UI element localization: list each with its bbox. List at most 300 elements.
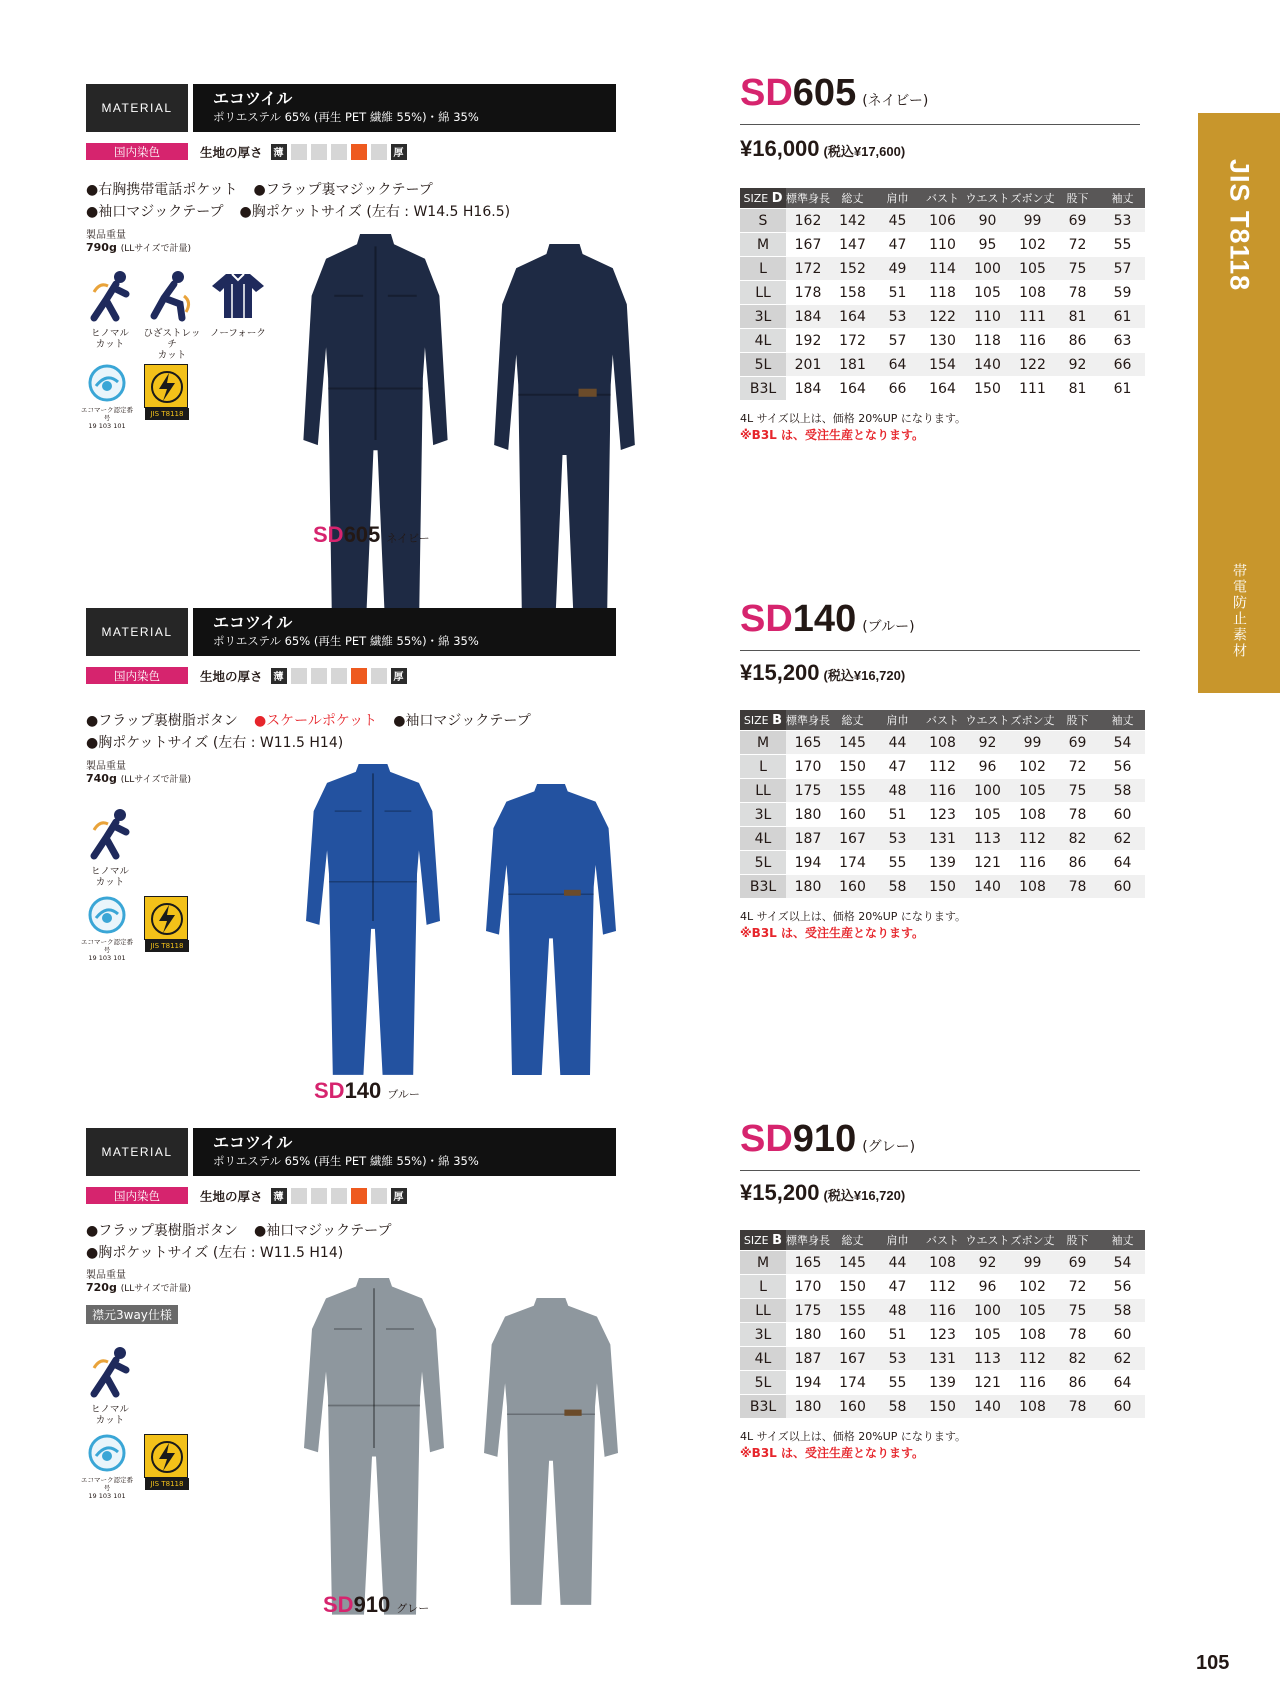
col-header: 総丈 (830, 1230, 875, 1250)
thickness-cell (311, 1188, 327, 1204)
hinomaru-icon (86, 1346, 134, 1398)
table-cell: 160 (830, 874, 875, 898)
table-cell: 56 (1100, 1274, 1145, 1298)
table-cell: 78 (1055, 802, 1100, 826)
order-note: ※B3L は、受注生産となります。 (740, 926, 925, 940)
table-cell: 167 (830, 826, 875, 850)
size-cell: LL (740, 778, 786, 802)
col-header: バスト (920, 710, 965, 730)
material-composition: ポリエステル 65% (再生 PET 繊維 55%)・綿 35% (213, 110, 479, 124)
ecomark-badge (81, 1434, 133, 1500)
table-cell: 57 (1100, 256, 1145, 280)
table-cell: 82 (1055, 1346, 1100, 1370)
table-cell: 108 (1010, 1394, 1055, 1418)
product-weight: 740g (LLサイズで計量) (86, 772, 192, 785)
table-cell: 181 (830, 352, 875, 376)
ecomark-caption: エコマーク認定番号 19 103 101 (81, 1476, 133, 1500)
table-cell: 131 (920, 826, 965, 850)
table-cell: 140 (965, 874, 1010, 898)
table-cell: 112 (920, 754, 965, 778)
table-row (740, 1322, 1145, 1346)
col-header: 標準身長 (786, 1230, 830, 1250)
size-cell: 4L (740, 328, 786, 352)
table-cell: 96 (965, 1274, 1010, 1298)
table-cell: 100 (965, 1298, 1010, 1322)
thickness-cell (291, 668, 307, 684)
table-cell: 92 (1055, 352, 1100, 376)
table-cell: 96 (965, 754, 1010, 778)
table-cell: 102 (1010, 232, 1055, 256)
table-cell: 187 (786, 826, 830, 850)
table-cell: 165 (786, 730, 830, 754)
size-cell: 3L (740, 1322, 786, 1346)
table-cell: 116 (1010, 1370, 1055, 1394)
table-cell: 53 (875, 1346, 920, 1370)
table-cell: 164 (830, 304, 875, 328)
size-cell: L (740, 256, 786, 280)
feature-list (86, 179, 526, 223)
thickness-scale (200, 666, 411, 685)
table-row (740, 874, 1145, 898)
table-cell: 184 (786, 376, 830, 400)
table-cell: 72 (1055, 232, 1100, 256)
thickness-scale (200, 142, 411, 161)
jis-badge (144, 896, 188, 950)
col-header: ウエスト (965, 710, 1010, 730)
material-label: MATERIAL (86, 1128, 188, 1176)
table-row (740, 376, 1145, 400)
col-header: 総丈 (830, 710, 875, 730)
size-header: SIZE B (740, 710, 786, 730)
table-cell: 81 (1055, 304, 1100, 328)
table-cell: 44 (875, 730, 920, 754)
material-composition: ポリエステル 65% (再生 PET 繊維 55%)・綿 35% (213, 1154, 479, 1168)
thin-label: 薄 (271, 668, 287, 684)
table-cell: 172 (830, 328, 875, 352)
material-composition: ポリエステル 65% (再生 PET 繊維 55%)・綿 35% (213, 634, 479, 648)
table-cell: 72 (1055, 1274, 1100, 1298)
thin-label: 薄 (271, 1188, 287, 1204)
table-cell: 131 (920, 1346, 965, 1370)
icon-caption: ヒノマル カット (91, 866, 129, 888)
table-cell: 170 (786, 1274, 830, 1298)
table-cell: 167 (830, 1346, 875, 1370)
domestic-dye-badge: 国内染色 (86, 667, 188, 684)
size-cell: M (740, 1250, 786, 1274)
table-cell: 78 (1055, 874, 1100, 898)
icon-caption: ヒノマル カット (91, 1404, 129, 1426)
table-cell: 51 (875, 280, 920, 304)
table-cell: 112 (1010, 1346, 1055, 1370)
table-cell: 105 (1010, 778, 1055, 802)
table-cell: 48 (875, 1298, 920, 1322)
size-cell: L (740, 754, 786, 778)
table-cell: 99 (1010, 730, 1055, 754)
col-header: ズボン丈 (1010, 1230, 1055, 1250)
table-cell: 116 (1010, 328, 1055, 352)
table-cell: 99 (1010, 208, 1055, 232)
table-cell: 175 (786, 778, 830, 802)
table-cell: 64 (875, 352, 920, 376)
thickness-cell-active (351, 668, 367, 684)
norfolk-icon-group (206, 270, 270, 339)
feature: ●フラップ裏樹脂ボタン (86, 713, 238, 729)
table-cell: 162 (786, 208, 830, 232)
ecomark-badge (81, 364, 133, 430)
product-section-sd140 (0, 598, 1150, 1128)
table-cell: 54 (1100, 1250, 1145, 1274)
material-name: エコツイル (213, 89, 293, 108)
material-name: エコツイル (213, 613, 293, 632)
side-category-tab (1198, 113, 1280, 693)
hinomaru-cut-icon-group (82, 270, 138, 350)
model-rule (740, 1170, 1140, 1171)
table-cell: 81 (1055, 376, 1100, 400)
table-row (740, 1274, 1145, 1298)
feature: ●胸ポケットサイズ (左右 : W14.5 H16.5) (239, 204, 511, 220)
table-cell: 86 (1055, 1370, 1100, 1394)
table-row (740, 802, 1145, 826)
table-row (740, 850, 1145, 874)
size-cell: 4L (740, 826, 786, 850)
table-cell: 114 (920, 256, 965, 280)
table-cell: 160 (830, 802, 875, 826)
table-cell: 48 (875, 778, 920, 802)
size-cell: 5L (740, 352, 786, 376)
size-header: SIZE D (740, 188, 786, 208)
size-cell: LL (740, 280, 786, 304)
size-cell: S (740, 208, 786, 232)
product-weight: 720g (LLサイズで計量) (86, 1281, 192, 1294)
table-cell: 108 (1010, 802, 1055, 826)
thickness-cell (311, 144, 327, 160)
table-cell: 130 (920, 328, 965, 352)
thickness-label: 生地の厚さ (200, 668, 263, 684)
table-cell: 112 (1010, 826, 1055, 850)
table-cell: 47 (875, 754, 920, 778)
table-cell: 122 (920, 304, 965, 328)
jis-badge-text: JIS T8118 (145, 1478, 189, 1490)
model-heading: SD910 (グレー) (740, 1118, 916, 1160)
table-cell: 53 (1100, 208, 1145, 232)
table-cell: 184 (786, 304, 830, 328)
page-number: 105 (1196, 1652, 1230, 1674)
table-cell: 53 (875, 304, 920, 328)
col-header: ウエスト (965, 1230, 1010, 1250)
size-cell: M (740, 232, 786, 256)
table-cell: 75 (1055, 778, 1100, 802)
table-cell: 165 (786, 1250, 830, 1274)
table-cell: 55 (1100, 232, 1145, 256)
table-cell: 64 (1100, 850, 1145, 874)
table-cell: 100 (965, 256, 1010, 280)
table-cell: 90 (965, 208, 1010, 232)
jis-badge (144, 364, 188, 418)
table-cell: 113 (965, 826, 1010, 850)
table-cell: 75 (1055, 256, 1100, 280)
table-cell: 54 (1100, 730, 1145, 754)
material-desc (193, 608, 616, 656)
table-cell: 60 (1100, 1394, 1145, 1418)
size-table (740, 1230, 1145, 1418)
order-note: ※B3L は、受注生産となります。 (740, 1446, 925, 1460)
thickness-cell (291, 144, 307, 160)
material-name: エコツイル (213, 1133, 293, 1152)
col-header: 総丈 (830, 188, 875, 208)
table-cell: 164 (830, 376, 875, 400)
lightning-icon (145, 897, 189, 941)
model-heading: SD605 (ネイビー) (740, 72, 929, 114)
table-cell: 78 (1055, 1394, 1100, 1418)
table-cell: 180 (786, 802, 830, 826)
table-cell: 51 (875, 1322, 920, 1346)
table-cell: 112 (920, 1274, 965, 1298)
table-cell: 62 (1100, 826, 1145, 850)
size-table (740, 188, 1145, 400)
material-label: MATERIAL (86, 84, 188, 132)
col-header: 袖丈 (1100, 1230, 1145, 1250)
thickness-cell (331, 668, 347, 684)
table-cell: 172 (786, 256, 830, 280)
table-cell: 64 (1100, 1370, 1145, 1394)
antistatic-label: 帯電防止素材 (1231, 563, 1247, 659)
table-row (740, 1250, 1145, 1274)
table-cell: 106 (920, 208, 965, 232)
lightning-icon (145, 365, 189, 409)
size-cell: B3L (740, 376, 786, 400)
table-row (740, 754, 1145, 778)
price-note: 4L サイズ以上は、価格 20%UP になります。 (740, 1430, 966, 1443)
thick-label: 厚 (391, 1188, 407, 1204)
jis-badge-text: JIS T8118 (145, 408, 189, 420)
product-section-sd605 (0, 72, 1150, 604)
table-cell: 60 (1100, 802, 1145, 826)
table-cell: 102 (1010, 1274, 1055, 1298)
col-header: ズボン丈 (1010, 710, 1055, 730)
jis-badge (144, 1434, 188, 1488)
col-header: 肩巾 (875, 710, 920, 730)
table-cell: 170 (786, 754, 830, 778)
table-row (740, 1394, 1145, 1418)
table-cell: 110 (965, 304, 1010, 328)
coverall-front-image (306, 764, 440, 1078)
size-cell: 5L (740, 850, 786, 874)
table-cell: 105 (1010, 256, 1055, 280)
size-cell: 5L (740, 1370, 786, 1394)
suit-back-shape (484, 1298, 618, 1605)
table-cell: 61 (1100, 376, 1145, 400)
table-cell: 178 (786, 280, 830, 304)
price-note: 4L サイズ以上は、価格 20%UP になります。 (740, 910, 966, 923)
table-cell: 95 (965, 232, 1010, 256)
price: ¥15,200 (税込¥16,720) (740, 1180, 906, 1205)
collar-spec-badge: 襟元3way仕様 (86, 1305, 178, 1324)
table-cell: 86 (1055, 850, 1100, 874)
size-cell: B3L (740, 1394, 786, 1418)
coverall-back-image (486, 784, 616, 1078)
table-cell: 123 (920, 1322, 965, 1346)
thin-label: 薄 (271, 144, 287, 160)
table-cell: 49 (875, 256, 920, 280)
table-cell: 63 (1100, 328, 1145, 352)
norfolk-icon (210, 270, 266, 322)
table-cell: 108 (1010, 280, 1055, 304)
table-cell: 105 (965, 802, 1010, 826)
table-cell: 69 (1055, 1250, 1100, 1274)
jis-standard-label: JIS T8118 (1224, 159, 1255, 292)
size-table (740, 710, 1145, 898)
table-cell: 201 (786, 352, 830, 376)
table-cell: 158 (830, 280, 875, 304)
material-desc (193, 1128, 616, 1176)
product-section-sd910 (0, 1118, 1150, 1648)
ecomark-caption: エコマーク認定番号 19 103 101 (81, 406, 133, 430)
feature: ●フラップ裏マジックテープ (253, 182, 433, 198)
feature: ●フラップ裏樹脂ボタン (86, 1223, 238, 1239)
model-rule (740, 124, 1140, 125)
thickness-cell (331, 1188, 347, 1204)
table-cell: 145 (830, 1250, 875, 1274)
col-header: 標準身長 (786, 710, 830, 730)
table-cell: 194 (786, 850, 830, 874)
table-cell: 160 (830, 1394, 875, 1418)
col-header: バスト (920, 1230, 965, 1250)
hinomaru-cut-icon-group (82, 808, 138, 888)
table-cell: 180 (786, 1394, 830, 1418)
table-cell: 111 (1010, 304, 1055, 328)
feature: ●胸ポケットサイズ (左右 : W11.5 H14) (86, 735, 344, 751)
model-rule (740, 650, 1140, 651)
table-row (740, 256, 1145, 280)
jis-badge-text: JIS T8118 (145, 940, 189, 952)
table-cell: 108 (920, 730, 965, 754)
thickness-cell (371, 668, 387, 684)
ecomark-icon (86, 896, 128, 934)
table-cell: 105 (965, 280, 1010, 304)
size-cell: LL (740, 1298, 786, 1322)
suit-back-shape (494, 244, 635, 642)
table-cell: 75 (1055, 1298, 1100, 1322)
table-row (740, 280, 1145, 304)
table-cell: 152 (830, 256, 875, 280)
table-cell: 150 (920, 1394, 965, 1418)
col-header: 標準身長 (786, 188, 830, 208)
feature: ●右胸携帯電話ポケット (86, 182, 238, 198)
size-cell: M (740, 730, 786, 754)
table-cell: 105 (965, 1322, 1010, 1346)
table-cell: 55 (875, 1370, 920, 1394)
table-cell: 99 (1010, 1250, 1055, 1274)
material-desc (193, 84, 616, 132)
thickness-cell (371, 1188, 387, 1204)
table-cell: 51 (875, 802, 920, 826)
table-row (740, 304, 1145, 328)
feature-list (86, 1220, 407, 1264)
product-caption: SD910 グレー (323, 1592, 430, 1617)
table-cell: 56 (1100, 754, 1145, 778)
table-cell: 167 (786, 232, 830, 256)
table-cell: 192 (786, 328, 830, 352)
knee-stretch-icon-group (140, 270, 204, 361)
product-weight: 790g (LLサイズで計量) (86, 241, 192, 254)
table-cell: 180 (786, 1322, 830, 1346)
material-bar (86, 608, 616, 656)
domestic-dye-badge: 国内染色 (86, 143, 188, 160)
thickness-scale (200, 1186, 411, 1205)
domestic-dye-badge: 国内染色 (86, 1187, 188, 1204)
table-cell: 102 (1010, 754, 1055, 778)
thickness-cell (311, 668, 327, 684)
coverall-front-image (304, 1278, 444, 1618)
coverall-front-image (283, 234, 468, 646)
feature-highlight: ●スケールポケット (253, 713, 378, 729)
table-cell: 59 (1100, 280, 1145, 304)
ecomark-icon (86, 364, 128, 402)
size-header: SIZE B (740, 1230, 786, 1250)
table-row (740, 826, 1145, 850)
table-cell: 69 (1055, 208, 1100, 232)
price: ¥16,000 (税込¥17,600) (740, 136, 906, 161)
table-row (740, 208, 1145, 232)
table-cell: 118 (920, 280, 965, 304)
table-cell: 121 (965, 1370, 1010, 1394)
table-cell: 142 (830, 208, 875, 232)
table-cell: 175 (786, 1298, 830, 1322)
table-cell: 116 (920, 778, 965, 802)
table-cell: 58 (875, 1394, 920, 1418)
col-header: バスト (920, 188, 965, 208)
size-cell: 3L (740, 802, 786, 826)
table-cell: 113 (965, 1346, 1010, 1370)
hinomaru-cut-icon-group (82, 1346, 138, 1426)
hiza-stretch-icon (148, 270, 196, 322)
col-header: 袖丈 (1100, 188, 1145, 208)
size-cell: 4L (740, 1346, 786, 1370)
table-row (740, 1298, 1145, 1322)
feature: ●袖口マジックテープ (253, 1223, 392, 1239)
table-cell: 61 (1100, 304, 1145, 328)
weight-label: 製品重量 (86, 761, 126, 772)
size-cell: 3L (740, 304, 786, 328)
table-cell: 150 (830, 1274, 875, 1298)
material-bar (86, 1128, 616, 1176)
table-cell: 116 (920, 1298, 965, 1322)
table-cell: 150 (920, 874, 965, 898)
table-cell: 58 (1100, 1298, 1145, 1322)
table-cell: 140 (965, 352, 1010, 376)
icon-caption: ノーフォーク (210, 328, 266, 339)
table-cell: 147 (830, 232, 875, 256)
table-cell: 47 (875, 1274, 920, 1298)
icon-caption: ひざストレッチ カット (143, 328, 201, 361)
feature: ●袖口マジックテープ (86, 204, 224, 220)
table-cell: 108 (1010, 1322, 1055, 1346)
table-cell: 62 (1100, 1346, 1145, 1370)
table-cell: 150 (830, 754, 875, 778)
table-row (740, 328, 1145, 352)
material-bar (86, 84, 616, 132)
product-caption: SD140 ブルー (314, 1078, 420, 1103)
ecomark-icon (86, 1434, 128, 1472)
table-cell: 86 (1055, 328, 1100, 352)
table-cell: 140 (965, 1394, 1010, 1418)
feature-list (86, 710, 547, 754)
table-cell: 66 (1100, 352, 1145, 376)
col-header: 股下 (1055, 710, 1100, 730)
lightning-icon (145, 1435, 189, 1479)
table-cell: 164 (920, 376, 965, 400)
thick-label: 厚 (391, 668, 407, 684)
